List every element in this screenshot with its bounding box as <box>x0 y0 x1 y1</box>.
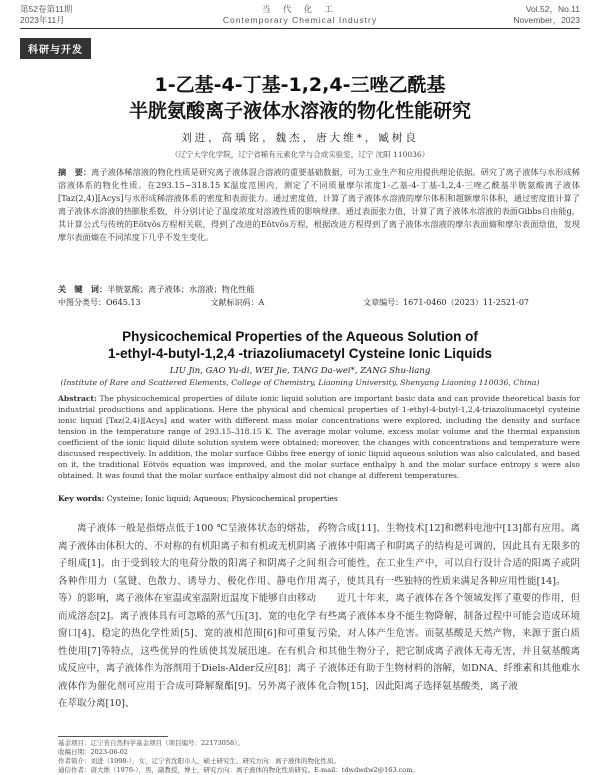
keywords-cn <box>58 284 255 295</box>
doc-code: 文献标识码：A <box>210 298 265 307</box>
footnote-corresponding: 通信作者：唐大维（1976-），男，副教授，博士，研究方向：离子液体的物化性质研究。E-mail：tdwdwdw2@163.com。 <box>58 766 419 774</box>
title-en-line-1: Physicochemical Properties of the Aqueous Solution of <box>122 329 478 344</box>
title-cn-line-2: 半胱氨酸离子液体水溶液的物化性能研究 <box>128 100 471 122</box>
title-cn <box>0 72 600 124</box>
title-en-line-2: 1-ethyl-4-butyl-1,2,4 -triazoliumacetyl Cysteine Ionic Liquids <box>107 346 493 361</box>
keywords-en <box>58 494 338 503</box>
volume-cn: 第52卷第11期 <box>20 4 73 14</box>
body-paragraph-1: 离子液体一般是指熔点低于100 ℃呈液体状态的熔盐，离子液体由体积大的、不对称的有机阳离子和有机或无机阴离子组成[1]。由于受到较大的电荷分散的阳离子和阴离子之间各种作用力（氢键、色散力、诱导力、极化作用、静电作用等）的影响，离子液体在室温或室温附近温度下能够自由移动而成溶态[2]。离子液体具有可忽略的蒸气压[3]、宽的电化学窗口[4]、稳定的热化学性质[5]、宽的液相范围[6]和可重复性使用[7]等特点，这些优异的性质使其发展迅速。在有机合成反应中，离子液体作为溶剂用于Diels-Alder反应[8]；离子液体作为催化剂可应用于合成可降解聚酯[9]。另外离子液体在萃取分离[10]、 <box>58 523 316 709</box>
abstract-en-text: The physicochemical properties of dilute ionic liquid solution are important basic data and can provide theoretical basis for industrial productions and applications. Here the physical and chemical properties of 1-ethyl-4-butyl-1,2,4-triazoliumacetyl cysteine ionic liquid [Taz(2,4)][Acys] and water with different mass molar concentrations were explored, including the density and surface tension in the temperature range of 293.15–318.15 K. The average molar volume, excess molar volume and the thermal expansion coefficient of the ionic liquid dilute solution system were obtained; moreover, the changes with concentrations and temperature were discussed respectively. In addition, the molar surface Gibbs free energy of ionic liquid aqueous solution was also calculated, and based on it, the traditional Eötvös equation was improved, and the molar surface enthalpy h and the molar surface entropy s were also obtained. It was found that the molar surface enthalpy almost did not change at different temperatures. <box>58 394 580 480</box>
journal-name-cn: 当 代 化 工 <box>261 4 339 14</box>
body-paragraph-2: 近几十年来，离子液体在各个领域发挥了重要的作用，但有些离子液体本身不能生物降解，制备过程中可能会造成环境污染，对人体产生危害。而氨基酸是天然产物，来源于蛋白质和其他生物分子，把它制成离子液体无毒无害，并且氨基酸离子液体还有助于生物材料的溶解，如DNA、纤维素和其他难水化合物[15]，因此阳离子选择氨基酸类，离子液 <box>318 593 580 692</box>
header-rule <box>20 28 580 29</box>
clc-number: 中图分类号：O645.13 <box>58 298 141 307</box>
title-en <box>0 328 600 362</box>
footnote-received: 收稿日期：2023-06-02 <box>58 748 128 756</box>
footnote-author: 作者简介：刘进（1998-），女，辽宁省沈阳市人，硕士研究生，研究方向：离子液体的物化性质。 <box>58 757 340 765</box>
abstract-en <box>58 393 580 481</box>
keywords-en-label: Key words: <box>58 494 105 503</box>
body-column-right <box>318 520 580 695</box>
abstract-cn-label: 摘 要： <box>58 167 92 177</box>
journal-name-en: Contemporary Chemical Industry <box>222 15 378 25</box>
volume-en: Vol.52，No.11 <box>525 4 580 14</box>
affiliation-cn: （辽宁大学化学院，辽宁省稀有元素化学与合成实验室，辽宁 沈阳 110036） <box>170 150 430 159</box>
keywords-en-text: Cysteine; Ionic liquid; Aqueous; Physicochemical properties <box>106 494 338 503</box>
abstract-cn-text: 离子液体稀溶液的物化性质是研究离子液体混合溶液的重要基础数据，可为工业生产和应用提供理论依据。研究了离子液体与水形成稀溶液体系的物化性质。在293.15~318.15 K温度范围内，测定了不同质量摩尔浓度1-乙基-4-丁基-1,2,4-三唑乙酰基半胱氨酸离子液体[Taz(2,4)][Acys]与水形成稀溶液体系的密度和表面张力。通过密度值，计算了离子液体水溶液的摩尔体积和超额摩尔体积，通过密度值计算了离子液体水溶液的热膨胀系数，并分别讨论了温度浓度对溶液性质的影响规律。通过表面张力值，计算了离子液体水溶液的表面Gibbs自由能g，其计算公式与传统的Eötvös方程相关联，得到了改进的Eötvös方程，根据改进方程得到了离子液体水溶液的摩尔表面熵和摩尔表面焓值，发现摩尔表面熵在不同浓度下几乎不发生变化。 <box>58 167 580 242</box>
article-number: 文章编号：1671-0460（2023）11-2521-07 <box>363 298 529 307</box>
date-en: November，2023 <box>513 15 580 25</box>
footnote <box>58 739 580 775</box>
keywords-cn-text: 半胱氨酸；离子液体；水溶液；物化性能 <box>107 284 255 294</box>
body-paragraph-1-cont: 药物合成[11]、生物技术[12]和燃料电池中[13]都有应用。离子液体中阳离子和阴离子的结构是可调的，因此具有无限多的组合可能性，在工业生产中，可以自行设计合适的阳离子或阴离子，使其具有一些独特的性质来满足各种应用性能[14]。 <box>318 523 580 587</box>
title-cn-line-1: 1-乙基-4-丁基-1,2,4-三唑乙酰基 <box>154 74 446 96</box>
abstract-cn <box>58 166 580 244</box>
classification-meta <box>58 297 580 308</box>
affiliation-en: (Institute of Rare and Scattered Elements, College of Chemistry, Liaoning University, Shenyang Liaoning 110036, China) <box>60 378 540 387</box>
authors-en: LIU Jin, GAO Yu-di, WEI Jie, TANG Da-wei*, ZANG Shu-liang <box>169 366 431 376</box>
body-column-left <box>58 520 316 713</box>
abstract-en-label: Abstract: <box>58 394 97 403</box>
volume-issue-en <box>513 4 580 26</box>
authors-cn: 刘进，高瑀铭，魏杰，唐大维*，臧树良 <box>181 132 419 144</box>
section-tag: 科研与开发 <box>20 38 91 59</box>
footnote-rule <box>58 736 168 737</box>
footnote-fund: 基金项目：辽宁省自然科学基金项目（项目编号：22173058）。 <box>58 739 244 747</box>
keywords-cn-label: 关 键 词： <box>58 284 108 294</box>
date-cn: 2023年11月 <box>20 15 65 25</box>
